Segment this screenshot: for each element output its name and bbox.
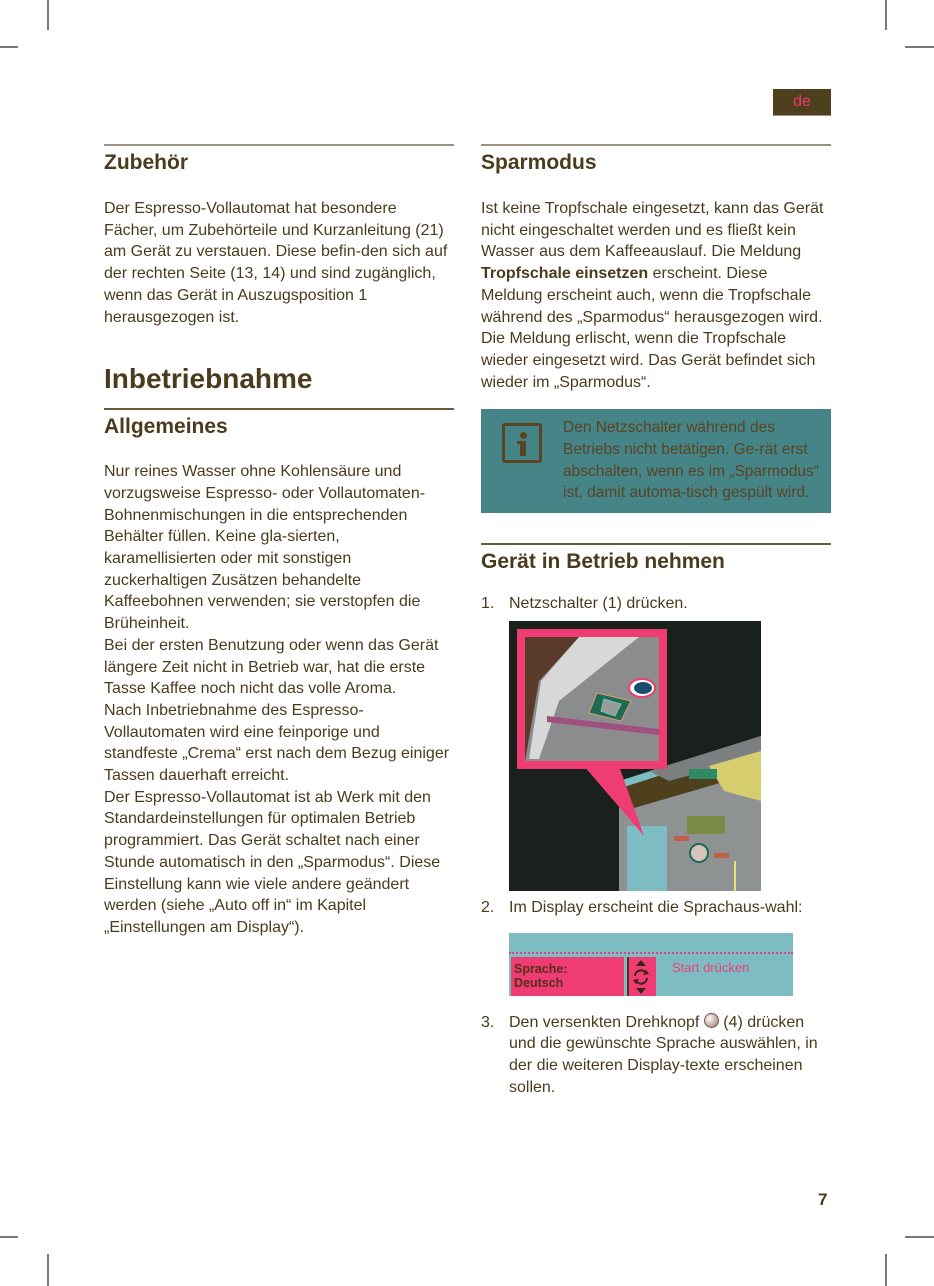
crop-mark xyxy=(905,1236,934,1238)
section-heading: Sparmodus xyxy=(481,151,597,174)
crop-mark xyxy=(0,1236,18,1238)
language-label: Sprache: xyxy=(514,961,568,976)
section-heading: Gerät in Betrieb nehmen xyxy=(481,550,725,574)
paragraph: Nach Inbetriebnahme des Espresso-Vollautomaten wird eine feinporige und standfeste „Crema“ erst nach dem Bezug einiger Tassen dauerhaft erreicht. xyxy=(104,701,450,785)
section-zubehoer xyxy=(104,144,454,328)
right-column xyxy=(481,144,831,1099)
section-sparmodus xyxy=(481,144,831,513)
text: erscheint. Diese Meldung erscheint auch, wenn die Tropfschale während des „Sparmodus“ herausgezogen wird. Die Meldung erlischt, wenn die Tropfschale wieder eingesetzt wird. Das Gerät befindet sich wieder im „Sparmodus“. xyxy=(481,265,823,391)
language-badge: de xyxy=(773,89,831,116)
info-box xyxy=(481,409,831,513)
chapter-title: Inbetriebnahme xyxy=(104,363,313,395)
step-item xyxy=(481,897,831,919)
divider xyxy=(104,408,454,410)
crop-mark xyxy=(905,46,934,48)
paragraph: Der Espresso-Vollautomat hat besondere Fächer, um Zubehörteile und Kurzanleitung (21) am Gerät zu verstauen. Diese befin-den sich auf der rechten Seite (13, 14) und sind zugänglich, wenn das Gerät in Auszugsposition 1 herausgezogen ist. xyxy=(104,200,448,326)
divider xyxy=(104,144,454,146)
step-list xyxy=(481,897,831,919)
rotate-selector-icon[interactable] xyxy=(627,957,656,996)
step-item xyxy=(481,1012,831,1099)
page-number: 7 xyxy=(818,1190,828,1209)
crop-mark xyxy=(47,1254,49,1286)
paragraph: Nur reines Wasser ohne Kohlensäure und vorzugsweise Espresso- oder Vollautomaten-Bohnenmischungen in die entsprechenden Behälter füllen. Keine gla-sierten, karamellisierten oder mit sonstigen zuckerhaltigen Zusätzen behandelte Kaffeebohnen verwenden; sie verstopfen die Brüheinheit. xyxy=(104,463,426,633)
step-number: 3. xyxy=(481,1013,495,1031)
section-betrieb xyxy=(481,543,831,1098)
section-inbetriebnahme xyxy=(104,362,454,938)
machine-illustration-svg xyxy=(509,621,761,891)
step-list xyxy=(481,593,831,615)
paragraph: Bei der ersten Benutzung oder wenn das Gerät längere Zeit nicht in Betrieb war, hat die erste Tasse Kaffee noch nicht das volle Aroma. xyxy=(104,636,439,698)
step-number: 2. xyxy=(481,899,495,917)
crop-mark xyxy=(885,1254,887,1286)
left-column xyxy=(104,144,454,939)
divider xyxy=(481,144,831,146)
display-message: Tropfschale einsetzen xyxy=(481,265,649,283)
crop-mark xyxy=(0,46,18,48)
power-switch-illustration xyxy=(509,621,761,891)
text: Ist keine Tropfschale eingesetzt, kann das Gerät nicht eingeschaltet werden und es fließt kein Wasser aus dem Kaffeeauslauf. Die Meldung xyxy=(481,200,824,261)
step-item xyxy=(481,593,831,615)
text: (4) drücken und die gewünschte Sprache auswählen, in der die weiteren Display-texte erscheinen sollen. xyxy=(509,1013,818,1096)
step-list xyxy=(481,1012,831,1099)
divider xyxy=(481,543,831,545)
section-heading: Zubehör xyxy=(104,151,188,174)
section-heading: Allgemeines xyxy=(104,415,228,439)
step-number: 1. xyxy=(481,595,495,613)
paragraph xyxy=(481,198,831,393)
paragraph: Der Espresso-Vollautomat ist ab Werk mit den Standardeinstellungen für optimalen Betrieb programmiert. Das Gerät schaltet nach einer Stunde automatisch in den „Sparmodus“. Diese Einstellung kann wie viele andere geändert werden (siehe „Auto off in“ im Kapitel „Einstellungen am Display“). xyxy=(104,788,441,936)
step-text: Netzschalter (1) drücken. xyxy=(509,595,688,613)
crop-mark xyxy=(885,0,887,30)
crop-mark xyxy=(47,0,49,30)
info-icon-container xyxy=(481,417,563,505)
dotted-separator xyxy=(509,952,793,954)
info-text: Den Netzschalter während des Betriebs nicht betätigen. Ge-rät erst abschalten, wenn es im „Sparmodus“ ist, damit automa-tisch gespült wird. xyxy=(563,419,819,502)
rotary-knob-icon xyxy=(704,1013,719,1028)
language-field[interactable] xyxy=(511,957,624,996)
info-icon xyxy=(502,423,542,463)
selector-arrows-svg xyxy=(629,957,654,996)
text: Den versenkten Drehknopf xyxy=(509,1013,704,1031)
language-value: Deutsch xyxy=(514,975,564,990)
step-text xyxy=(509,1012,831,1099)
step-text: Im Display erscheint die Sprachaus-wahl: xyxy=(509,899,803,917)
start-hint: Start drücken xyxy=(672,959,750,975)
display-screen xyxy=(509,933,793,996)
